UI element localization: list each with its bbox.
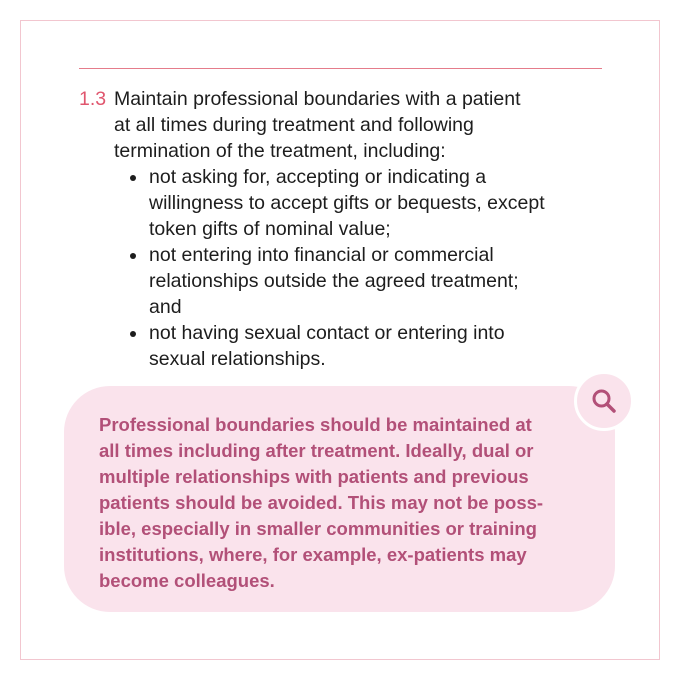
bullet-line: token gifts of nominal value; bbox=[149, 218, 391, 240]
bullet-line: willingness to accept gifts or bequests, except bbox=[149, 192, 545, 214]
callout-line: patients should be avoided. This may not be poss- bbox=[99, 492, 544, 513]
bullet-item-gifts bbox=[114, 164, 609, 242]
bullet-line: relationships outside the agreed treatment; bbox=[149, 270, 519, 292]
callout-text bbox=[99, 412, 599, 594]
clause-number: 1.3 bbox=[79, 88, 107, 110]
callout-line: multiple relationships with patients and previous bbox=[99, 466, 529, 487]
search-badge bbox=[574, 371, 634, 431]
clause-text bbox=[114, 86, 609, 164]
clause-line: Maintain professional boundaries with a patient bbox=[114, 88, 521, 110]
bullet-item-financial bbox=[114, 242, 609, 320]
clause-1-3 bbox=[79, 86, 609, 372]
callout-line: Professional boundaries should be maintained at bbox=[99, 414, 532, 435]
bullet-dot bbox=[130, 331, 136, 337]
callout-line: become colleagues. bbox=[99, 570, 275, 591]
bullet-dot bbox=[130, 253, 136, 259]
bullet-line: not asking for, accepting or indicating a bbox=[149, 166, 487, 188]
callout-line: all times including after treatment. Ideally, dual or bbox=[99, 440, 534, 461]
callout-line: institutions, where, for example, ex-patients may bbox=[99, 544, 527, 565]
guidance-callout bbox=[64, 386, 615, 612]
clause-line: at all times during treatment and following bbox=[114, 114, 474, 136]
bullet-line: and bbox=[149, 296, 182, 318]
top-divider bbox=[79, 68, 602, 69]
clause-bullet-list bbox=[114, 164, 609, 372]
bullet-line: not entering into financial or commercial bbox=[149, 244, 494, 266]
bullet-dot bbox=[130, 175, 136, 181]
callout-line: ible, especially in smaller communities or training bbox=[99, 518, 537, 539]
clause-line: termination of the treatment, including: bbox=[114, 140, 446, 162]
bullet-item-sexual bbox=[114, 320, 609, 372]
magnifying-glass-icon bbox=[591, 388, 617, 414]
bullet-line: sexual relationships. bbox=[149, 348, 326, 370]
bullet-line: not having sexual contact or entering into bbox=[149, 322, 505, 344]
